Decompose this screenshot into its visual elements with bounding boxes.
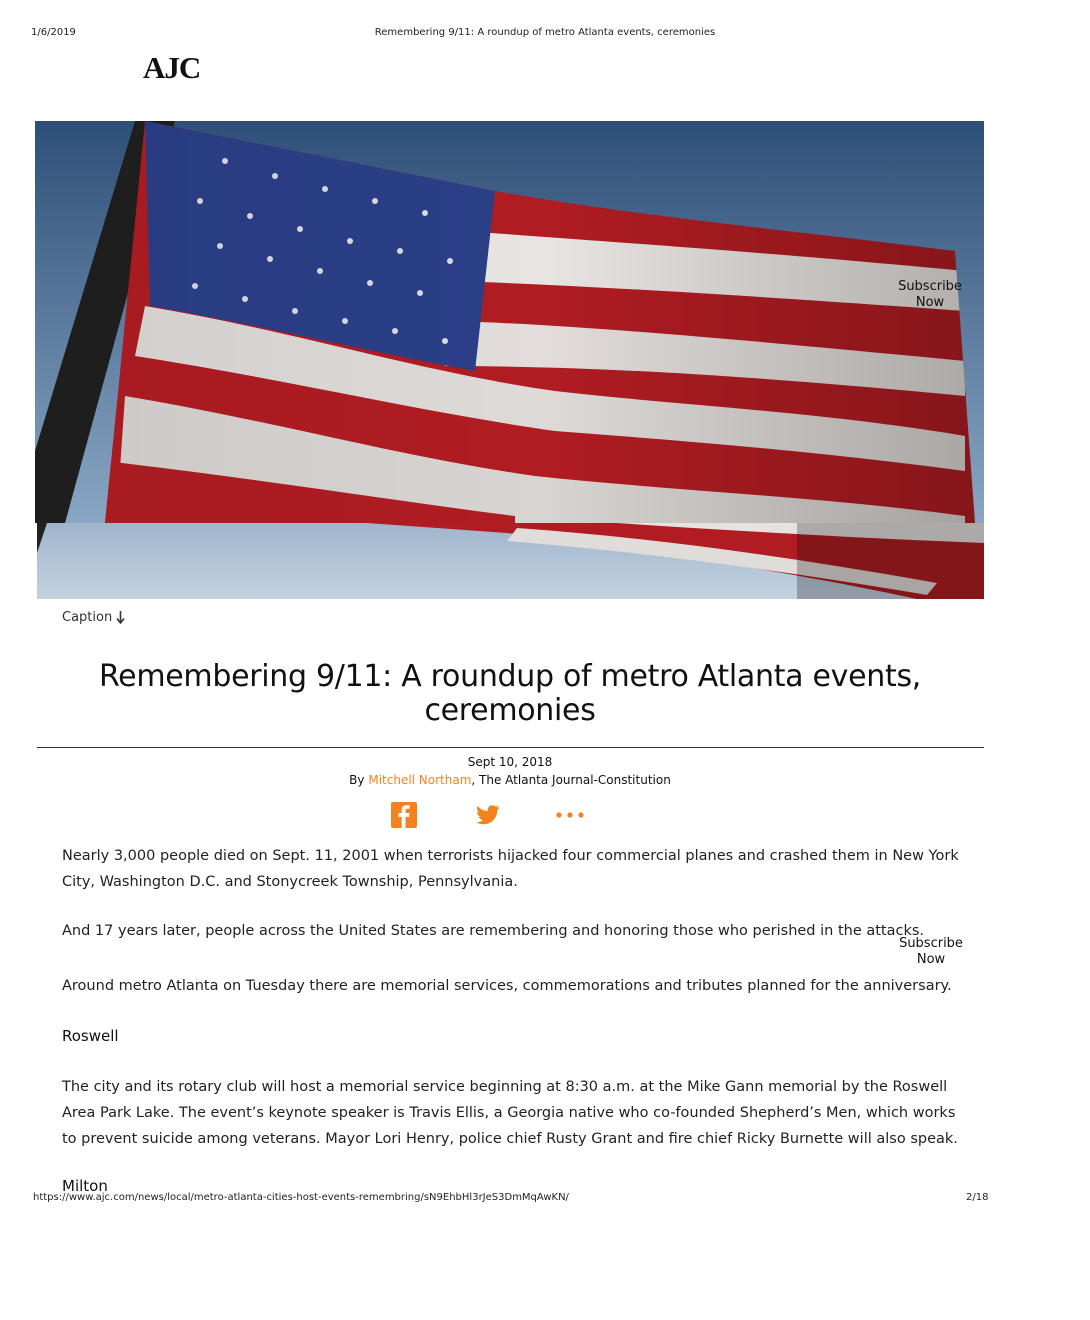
more-icon [555, 811, 585, 819]
subscribe-button-top[interactable] [896, 279, 964, 311]
subscribe-label-line1: Subscribe [899, 936, 963, 951]
headline-line1: Remembering 9/11: A roundup of metro Atlanta events, [98, 659, 922, 694]
byline-prefix: By [349, 773, 365, 787]
facebook-icon [391, 802, 417, 828]
twitter-share-button[interactable] [474, 803, 502, 827]
print-date: 1/6/2019 [31, 27, 76, 38]
article-paragraph-roswell: The city and its rotary club will host a memorial service beginning at 8:30 a.m. at the Mike Gann memorial by the Roswell Area Park Lake. The event’s keynote speaker is Travis Ellis, a Georgia native who co-founded Shepherd’s Men, which works to prevent suicide among veterans. Mayor Lori Henry, police chief Rusty Grant and fire chief Ricky Burnette will also speak. [62, 1079, 958, 1147]
subscribe-button-inline[interactable] [897, 936, 965, 968]
article-headline [60, 660, 960, 728]
print-url: https://www.ajc.com/news/local/metro-atlanta-cities-host-events-remembring/sN9EhbHl3rJeS3DmMqAwKN/ [33, 1192, 569, 1203]
arrow-down-icon [116, 611, 125, 624]
section-heading-cut: Milton [62, 1177, 108, 1195]
subscribe-label-line1: Subscribe [898, 279, 962, 294]
facebook-share-button[interactable] [390, 803, 418, 827]
subscribe-label-line2: Now [916, 952, 946, 967]
author-link[interactable]: Mitchell Northam [368, 773, 472, 787]
hero-image-continuation [37, 523, 984, 599]
caption-toggle[interactable] [62, 610, 125, 625]
article-paragraph: And 17 years later, people across the United States are remembering and honoring those who perished in the attacks. [62, 923, 925, 939]
subscribe-label-line2: Now [915, 295, 945, 310]
section-heading-roswell: Roswell [62, 1027, 119, 1045]
article-paragraph: Around metro Atlanta on Tuesday there are memorial services, commemorations and tributes planned for the anniversary. [62, 978, 952, 994]
print-page-number: 2/18 [966, 1192, 989, 1203]
hero-image [35, 121, 984, 523]
divider [37, 747, 984, 748]
article-date: Sept 10, 2018 [467, 755, 553, 769]
article-paragraph: Nearly 3,000 people died on Sept. 11, 2001 when terrorists hijacked four commercial planes and crashed them in New York City, Washington D.C. and Stonycreek Township, Pennsylvania. [62, 848, 959, 890]
byline-publication: , The Atlanta Journal-Constitution [471, 773, 671, 787]
more-share-button[interactable] [554, 803, 586, 827]
ajc-logo[interactable]: AJC [143, 50, 201, 85]
american-flag-image [35, 121, 984, 523]
headline-line2: ceremonies [424, 693, 596, 728]
twitter-icon [476, 805, 500, 825]
caption-label: Caption [62, 610, 113, 625]
article-byline [0, 773, 1020, 787]
print-title: Remembering 9/11: A roundup of metro Atlanta events, ceremonies [374, 27, 716, 38]
